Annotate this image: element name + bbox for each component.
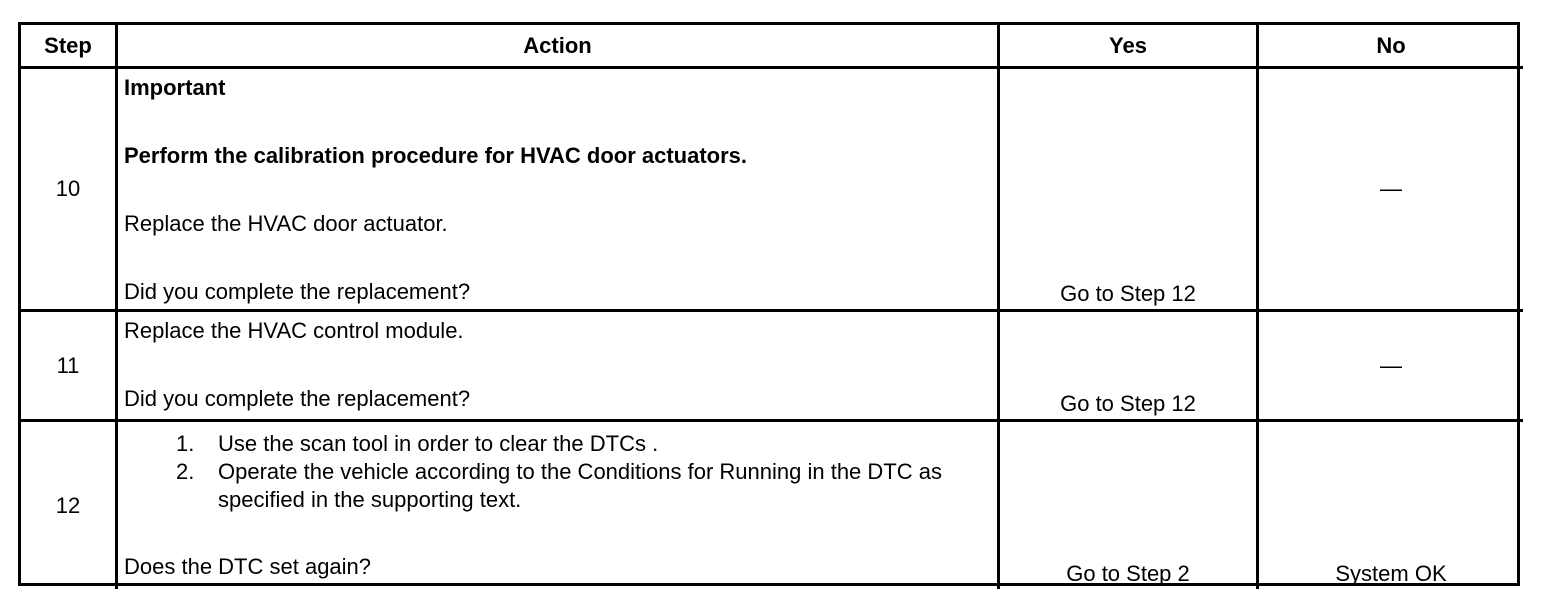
list-item-number: 2.	[176, 459, 195, 484]
header-no: No	[1259, 25, 1523, 69]
header-action: Action	[118, 25, 1000, 69]
no-result: System OK	[1335, 561, 1447, 586]
yes-result: Go to Step 2	[1066, 561, 1190, 586]
action-question: Does the DTC set again?	[124, 554, 372, 579]
no-cell	[1259, 422, 1523, 589]
yes-result: Go to Step 12	[1060, 391, 1196, 416]
action-steps-list	[154, 430, 948, 514]
list-item	[154, 430, 948, 458]
header-yes: Yes	[1000, 25, 1259, 69]
header-step: Step	[21, 25, 118, 69]
list-item-text: Use the scan tool in order to clear the DTCs .	[218, 431, 659, 456]
important-note: Perform the calibration procedure for HVAC door actuators.	[124, 143, 748, 168]
action-cell	[118, 69, 1000, 312]
action-cell	[118, 422, 1000, 589]
yes-cell	[1000, 422, 1259, 589]
yes-cell	[1000, 312, 1259, 422]
action-question: Did you complete the replacement?	[124, 386, 471, 411]
action-question: Did you complete the replacement?	[124, 279, 471, 304]
diagnostic-table	[18, 22, 1520, 586]
no-result: —	[1259, 69, 1523, 312]
action-instruction: Replace the HVAC control module.	[124, 318, 464, 343]
step-number: 11	[21, 312, 118, 422]
list-item-text: Operate the vehicle according to the Conditions for Running in the DTC as specified in the supporting text.	[218, 459, 942, 512]
important-label: Important	[124, 75, 226, 100]
action-instruction: Replace the HVAC door actuator.	[124, 211, 448, 236]
yes-cell	[1000, 69, 1259, 312]
no-result: —	[1259, 312, 1523, 422]
step-number: 10	[21, 69, 118, 312]
action-cell	[118, 312, 1000, 422]
step-number: 12	[21, 422, 118, 589]
list-item-number: 1.	[176, 431, 195, 456]
list-item	[154, 458, 948, 514]
yes-result: Go to Step 12	[1060, 281, 1196, 306]
